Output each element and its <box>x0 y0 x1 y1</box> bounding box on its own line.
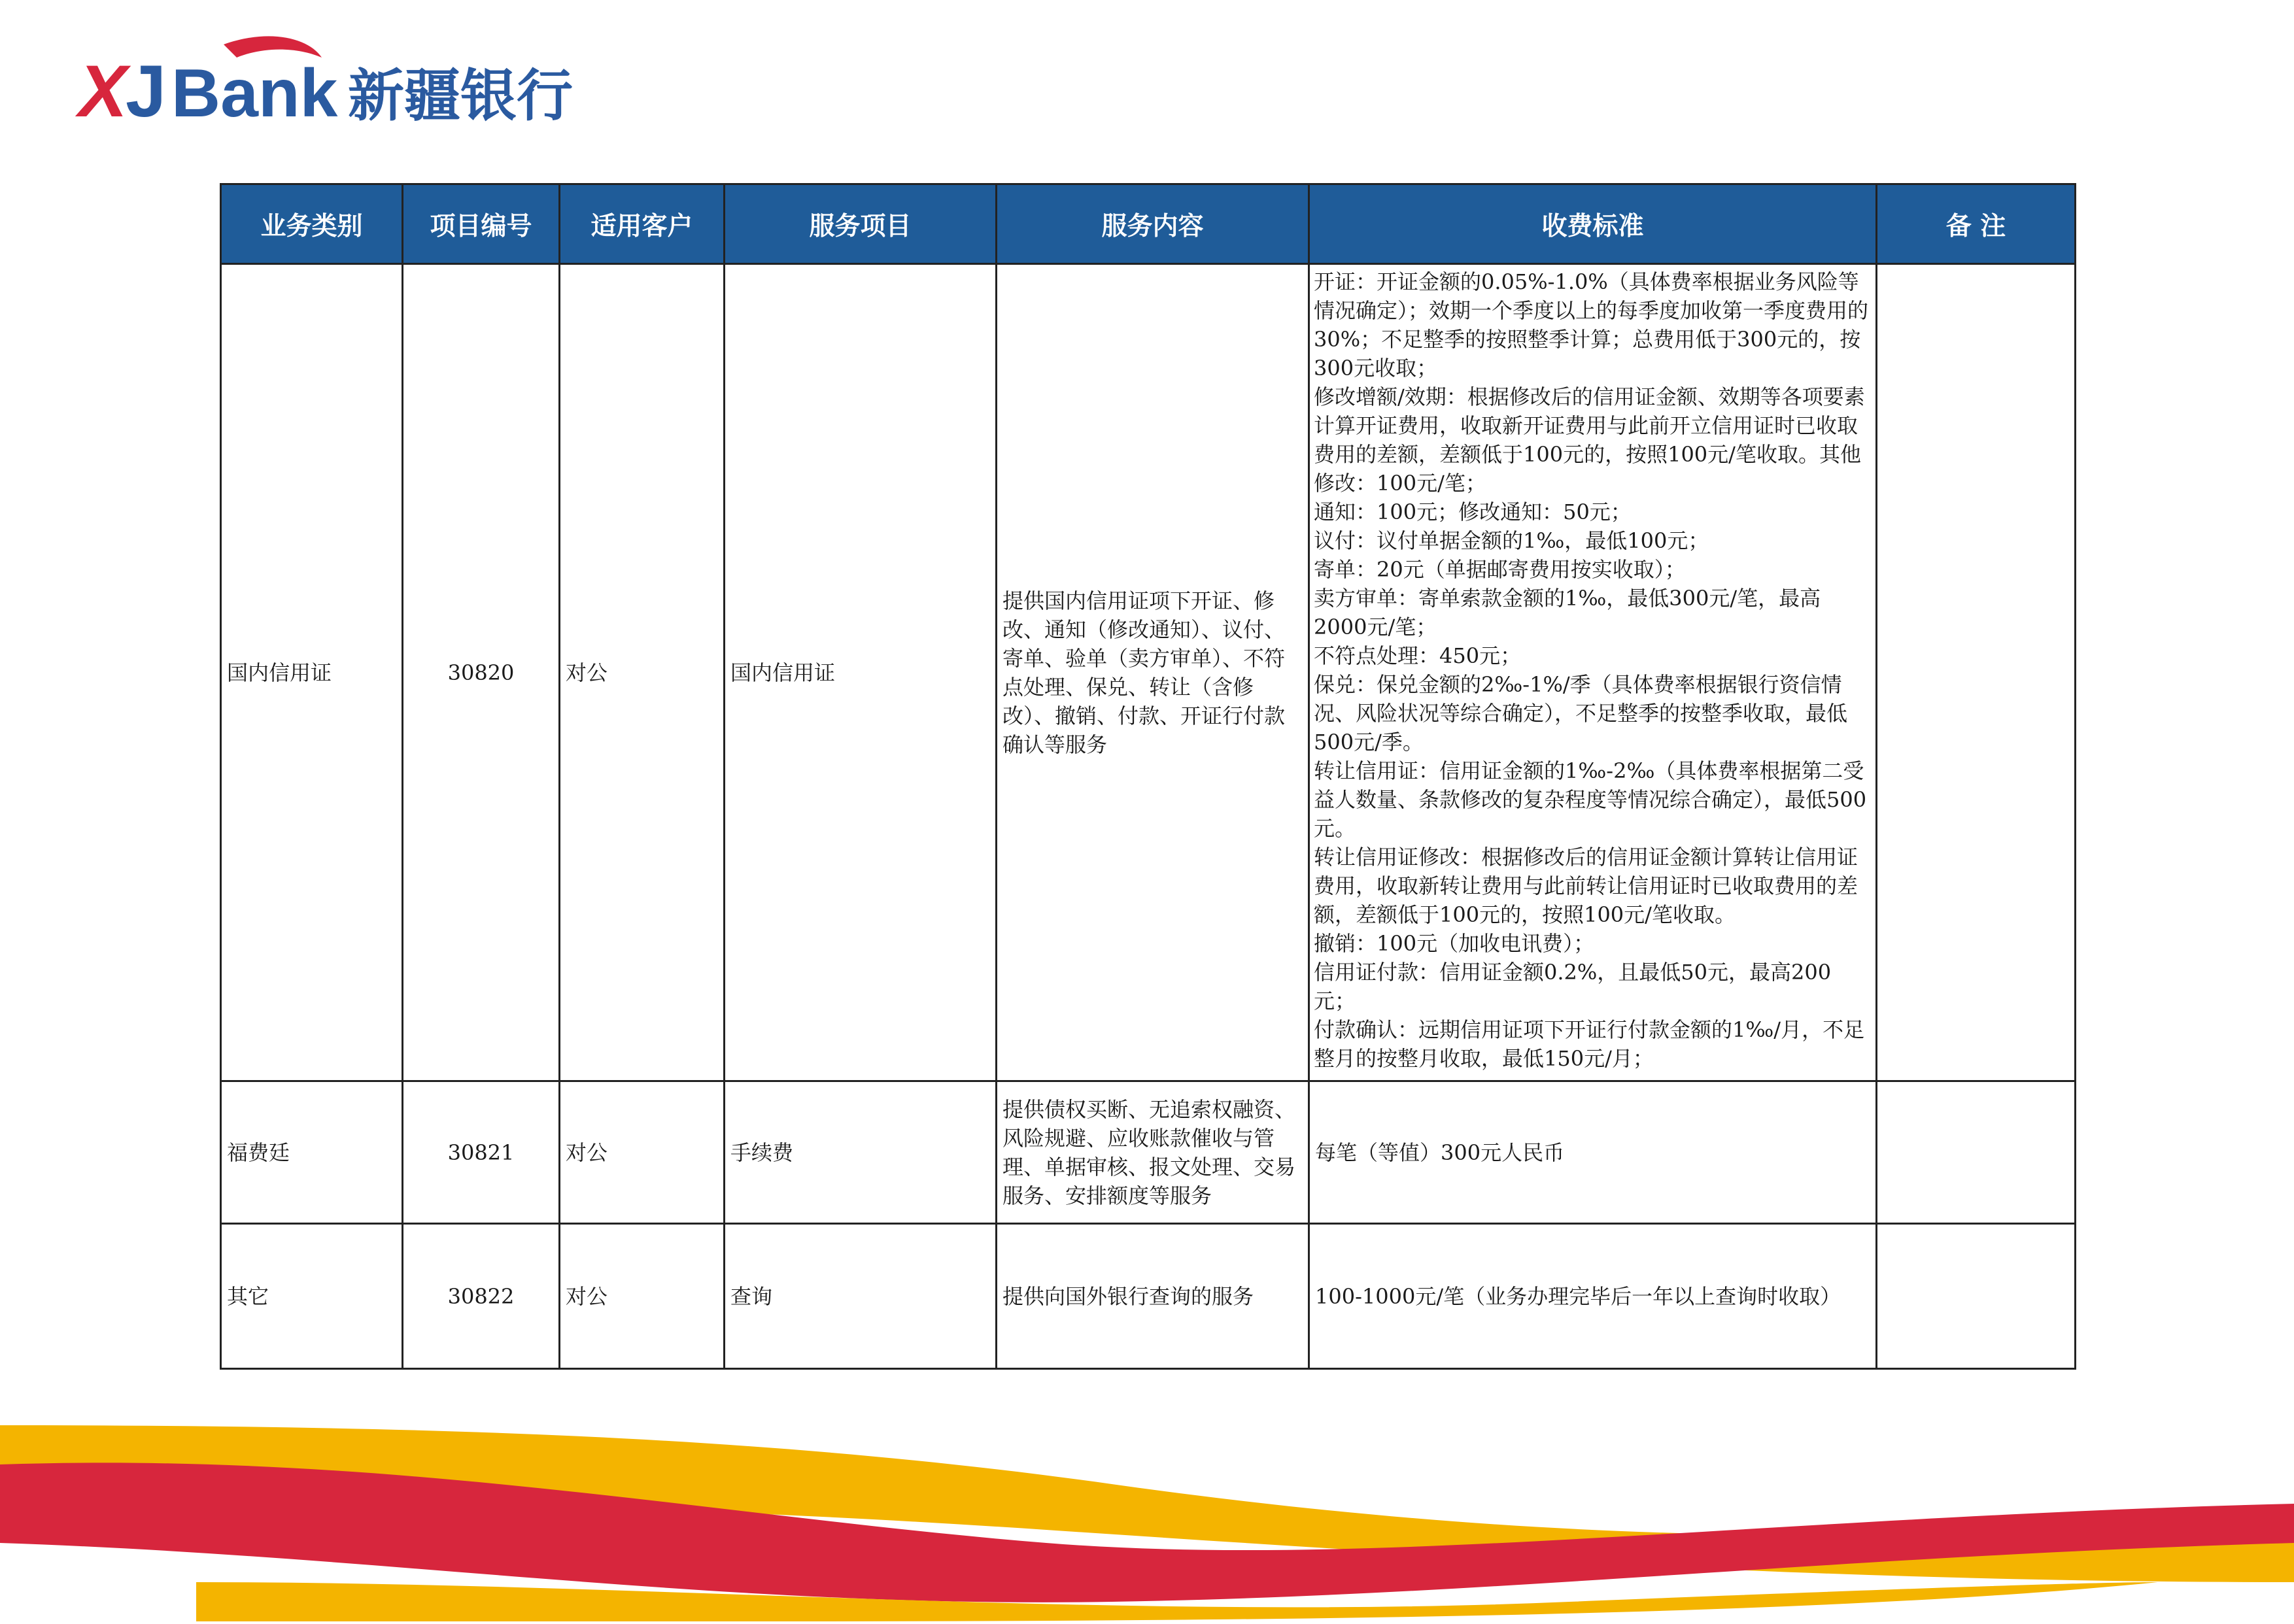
cell-category: 福费廷 <box>221 1081 403 1224</box>
fee-line: 修改增额/效期：根据修改后的信用证金额、效期等各项要素计算开证费用，收取新开证费用与此前开立信用证时已收取费用的差额，差额低于100元的，按照100元/笔收取。其他修改：100元/笔； <box>1314 384 1865 496</box>
header-business-category: 业务类别 <box>221 184 403 264</box>
xjbank-logo <box>73 31 583 129</box>
fee-line: 开证：开证金额的0.05%-1.0%（具体费率根据业务风险等情况确定）；效期一个季度以上的每季度加收第一季度费用的30%；不足整季的按照整季计算；总费用低于300元的，按300元收取； <box>1314 269 1869 381</box>
cell-content: 提供国内信用证项下开证、修改、通知（修改通知）、议付、寄单、验单（卖方审单）、不符点处理、保兑、转让（含修改）、撤销、付款、开证行付款确认等服务 <box>997 264 1309 1081</box>
header-service-content: 服务内容 <box>997 184 1309 264</box>
cell-note <box>1877 1081 2076 1224</box>
fee-line: 通知：100元；修改通知：50元； <box>1314 499 1632 524</box>
cell-customer: 对公 <box>560 264 725 1081</box>
header-fee-standard: 收费标准 <box>1309 184 1877 264</box>
header-service-item: 服务项目 <box>725 184 997 264</box>
fee-line: 寄单：20元（单据邮寄费用按实收取）； <box>1314 557 1686 582</box>
header-customer: 适用客户 <box>560 184 725 264</box>
cell-content: 提供向国外银行查询的服务 <box>997 1224 1309 1369</box>
table-header-row <box>221 184 2076 264</box>
svg-text:X: X <box>78 50 128 129</box>
cell-customer: 对公 <box>560 1081 725 1224</box>
cell-item: 手续费 <box>725 1081 997 1224</box>
cell-fee <box>1309 264 1877 1081</box>
cell-category: 其它 <box>221 1224 403 1369</box>
cell-code: 30821 <box>403 1081 560 1224</box>
header-remarks: 备 注 <box>1877 184 2076 264</box>
cell-item: 查询 <box>725 1224 997 1369</box>
cell-code: 30822 <box>403 1224 560 1369</box>
table-row <box>221 1224 2076 1369</box>
cell-item: 国内信用证 <box>725 264 997 1081</box>
fee-line: 议付：议付单据金额的1‰，最低100元； <box>1314 528 1709 553</box>
svg-text:Bank: Bank <box>171 56 338 129</box>
fee-line: 信用证付款：信用证金额0.2%，且最低50元，最高200元； <box>1314 960 1832 1013</box>
cell-content: 提供债权买断、无追索权融资、风险规避、应收账款催收与管理、单据审核、报文处理、交易服务、安排额度等服务 <box>997 1081 1309 1224</box>
fee-line: 不符点处理：450元； <box>1314 643 1522 668</box>
fee-table <box>220 183 2076 1370</box>
fee-line: 撤销：100元（加收电讯费）； <box>1314 931 1595 956</box>
fee-line: 转让信用证修改：根据修改后的信用证金额计算转让信用证费用，收取新转让费用与此前转让信用证时已收取费用的差额，差额低于100元的，按照100元/笔收取。 <box>1314 845 1858 927</box>
fee-line: 转让信用证：信用证金额的1‰-2‰（具体费率根据第二受益人数量、条款修改的复杂程度等情况综合确定），最低500元。 <box>1314 758 1867 841</box>
svg-text:J: J <box>126 50 167 129</box>
svg-text:新疆银行: 新疆银行 <box>348 63 573 129</box>
cell-customer: 对公 <box>560 1224 725 1369</box>
table-row <box>221 1081 2076 1224</box>
cell-note <box>1877 264 2076 1081</box>
fee-line: 付款确认：远期信用证项下开证行付款金额的1‰/月，不足整月的按整月收取，最低150元/月； <box>1314 1017 1865 1071</box>
table-row <box>221 264 2076 1081</box>
cell-note <box>1877 1224 2076 1369</box>
decorative-waves <box>0 1386 2294 1621</box>
cell-fee: 100-1000元/笔（业务办理完毕后一年以上查询时收取） <box>1309 1224 1877 1369</box>
fee-line: 卖方审单：寄单索款金额的1‰，最低300元/笔，最高2000元/笔； <box>1314 586 1821 639</box>
cell-code: 30820 <box>403 264 560 1081</box>
cell-fee: 每笔（等值）300元人民币 <box>1309 1081 1877 1224</box>
cell-category: 国内信用证 <box>221 264 403 1081</box>
fee-line: 保兑：保兑金额的2‰-1%/季（具体费率根据银行资信情况、风险状况等综合确定），不足整季的按整季收取，最低500元/季。 <box>1314 672 1848 754</box>
header-item-code: 项目编号 <box>403 184 560 264</box>
